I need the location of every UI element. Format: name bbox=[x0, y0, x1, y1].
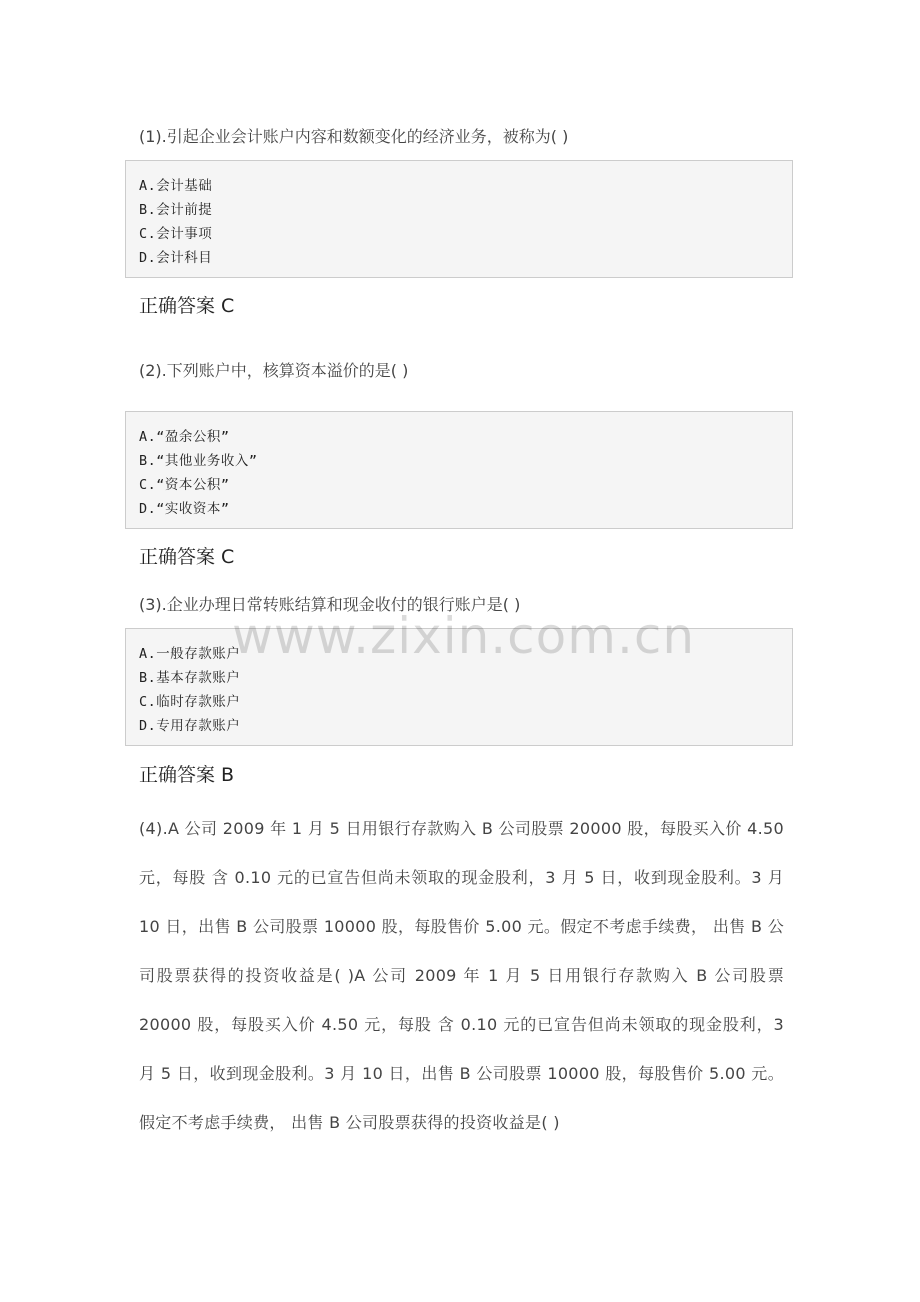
option-a: A.会计基础 bbox=[139, 178, 213, 194]
question-2-stem: (2).下列账户中，核算资本溢价的是( ) bbox=[139, 361, 409, 380]
option-b: B.基本存款账户 bbox=[139, 670, 241, 686]
watermark: www.zixin.com.cn bbox=[232, 607, 696, 665]
option-d: D.专用存款账户 bbox=[139, 718, 241, 734]
question-4-stem: (4).A 公司 2009 年 1 月 5 日用银行存款购入 B 公司股票 20000 股，每股买入价 4.50 元，每股 含 0.10 元的已宣告但尚未领取的现金股利，3 月 5 日，收到现金股利。3 月 10 日，出售 B 公司股票 10000 股，每股售价 5.00 元。假定不考虑手续费， 出售 B 公司股票获得的投资收益是( )A 公司 2009 年 1 月 5 日用银行存款购入 B 公司股票 20000 股，每股买入价 4.50 元，每股 含 0.10 元的已宣告但尚未领取的现金股利，3 月 5 日，收到现金股利。3 月 10 日，出售 B 公司股票 10000 股，每股售价 5.00 元。假定不考虑手续费， 出售 B 公司股票获得的投资收益是( ) bbox=[139, 819, 784, 1132]
option-d: D.会计科目 bbox=[139, 250, 213, 266]
option-c: C.临时存款账户 bbox=[139, 694, 241, 710]
option-c: C.“资本公积” bbox=[139, 477, 230, 493]
question-1-stem: (1).引起企业会计账户内容和数额变化的经济业务，被称为( ) bbox=[139, 127, 569, 146]
question-3-stem: (3).企业办理日常转账结算和现金收付的银行账户是( ) bbox=[139, 595, 521, 614]
option-a: A.一般存款账户 bbox=[139, 646, 241, 662]
question-2-answer: 正确答案 C bbox=[139, 546, 235, 568]
option-b: B.会计前提 bbox=[139, 202, 213, 218]
option-a: A.“盈余公积” bbox=[139, 429, 230, 445]
question-1-options bbox=[125, 160, 793, 278]
question-1-answer: 正确答案 C bbox=[139, 295, 235, 317]
option-b: B.“其他业务收入” bbox=[139, 453, 258, 469]
option-d: D.“实收资本” bbox=[139, 501, 230, 517]
question-2-options bbox=[125, 411, 793, 529]
option-c: C.会计事项 bbox=[139, 226, 213, 242]
question-3-answer: 正确答案 B bbox=[139, 764, 235, 786]
